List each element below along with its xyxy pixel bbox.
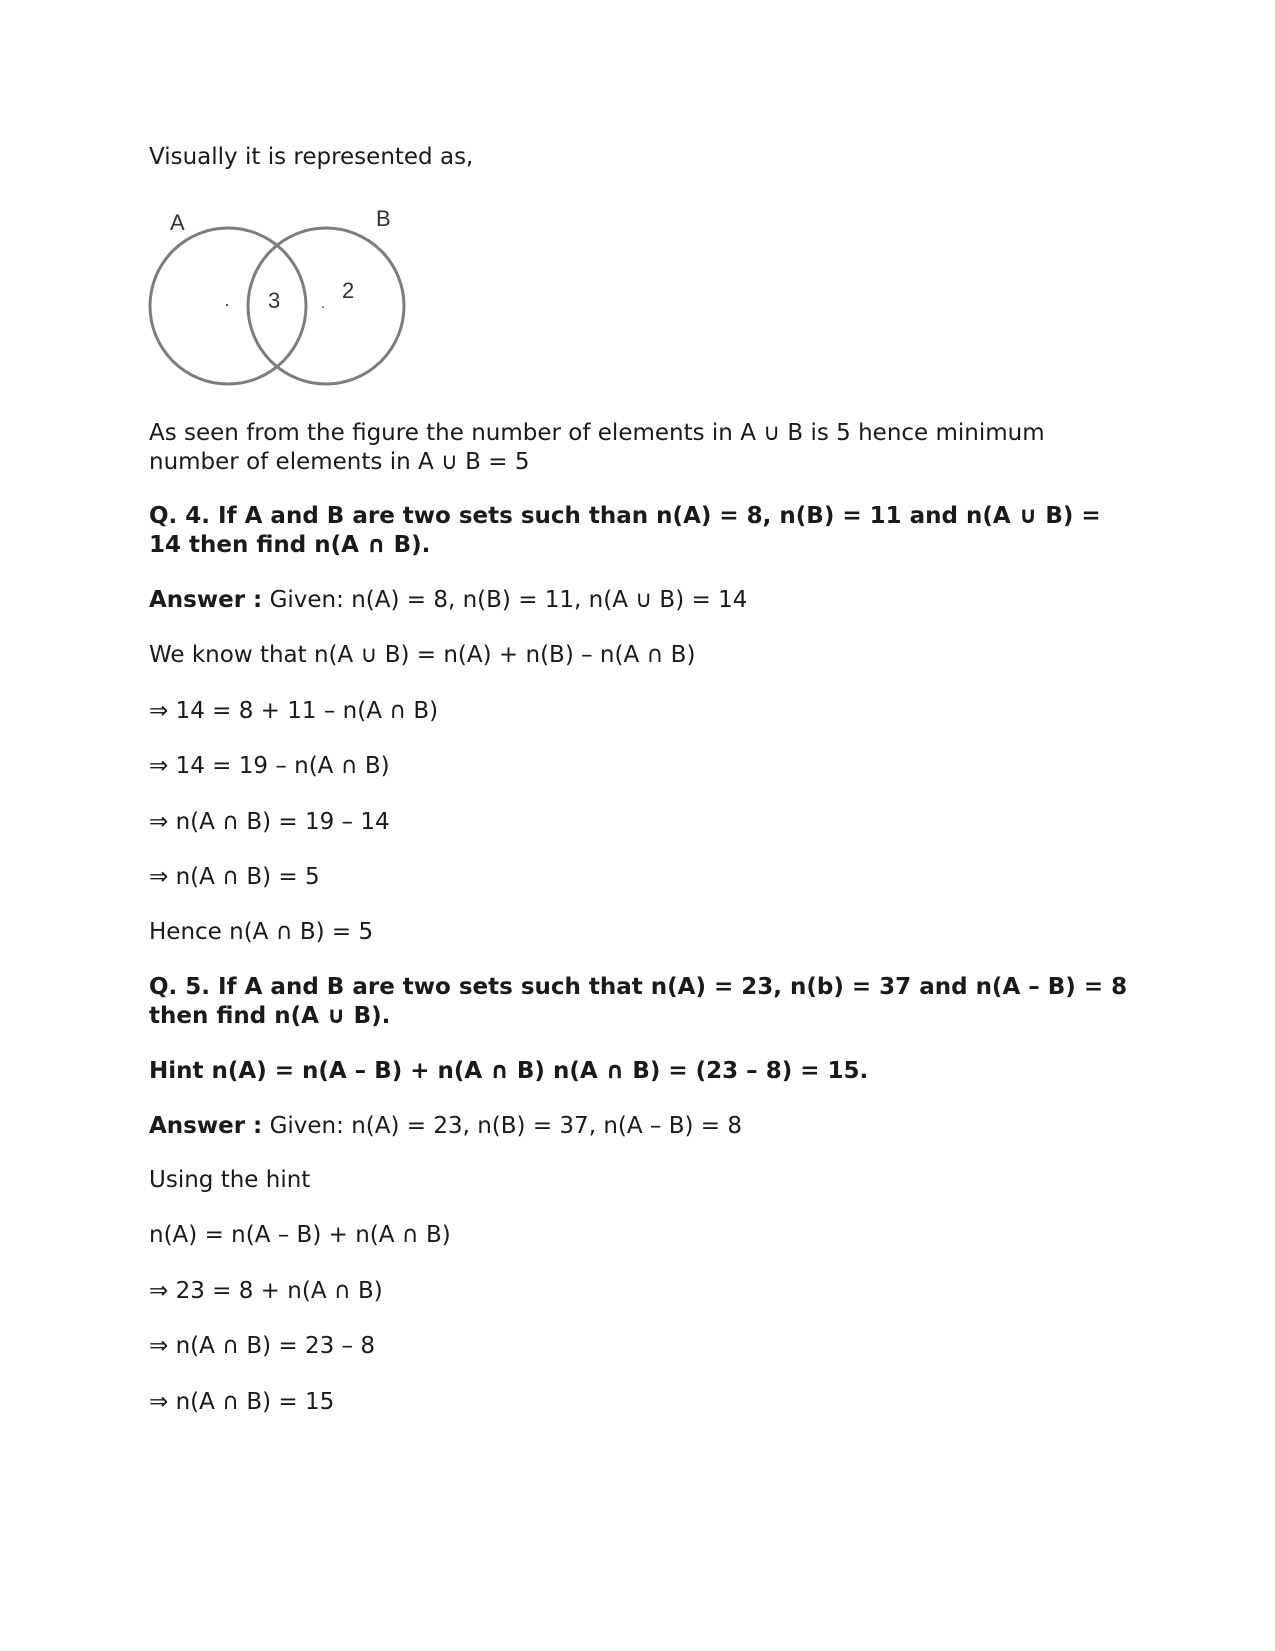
intersection-count: 3 — [268, 288, 281, 313]
q5-step-1: Using the hint — [149, 1167, 311, 1193]
q4-step-1: We know that n(A ∪ B) = n(A) + n(B) – n(A ∩ B) — [149, 642, 696, 668]
a-only-marker: · — [224, 294, 230, 314]
q5-step-3: ⇒ 23 = 8 + n(A ∩ B) — [149, 1278, 383, 1304]
intro-text: Visually it is represented as, — [149, 144, 474, 170]
q4-step-4: ⇒ n(A ∩ B) = 19 – 14 — [149, 809, 390, 835]
q5-answer-given: Given: n(A) = 23, n(B) = 37, n(A – B) = 8 — [262, 1113, 742, 1139]
q4-conclusion: Hence n(A ∩ B) = 5 — [149, 919, 374, 945]
label-a: A — [170, 210, 185, 235]
conclusion-text: As seen from the figure the number of elements in A ∪ B is 5 hence minimum number of elements in A ∪ B = 5 — [149, 420, 1045, 475]
q4-question: Q. 4. If A and B are two sets such than n(A) = 8, n(B) = 11 and n(A ∪ B) = 14 then find n(A ∩ B). — [149, 503, 1101, 558]
b-only-count: 2 — [342, 278, 355, 303]
q5-hint: Hint n(A) = n(A – B) + n(A ∩ B) n(A ∩ B) = (23 – 8) = 15. — [149, 1058, 869, 1084]
q4-answer-label: Answer : — [149, 587, 263, 613]
venn-diagram — [148, 210, 428, 410]
q4-step-3: ⇒ 14 = 19 – n(A ∩ B) — [149, 753, 390, 779]
q5-question: Q. 5. If A and B are two sets such that n(A) = 23, n(b) = 37 and n(A – B) = 8 then find n(A ∪ B). — [149, 974, 1128, 1029]
q5-step-2: n(A) = n(A – B) + n(A ∩ B) — [149, 1222, 451, 1248]
q4-step-2: ⇒ 14 = 8 + 11 – n(A ∩ B) — [149, 698, 439, 724]
b-only-marker: · — [320, 296, 326, 316]
q5-answer — [149, 1112, 742, 1141]
q5-answer-label: Answer : — [149, 1113, 263, 1139]
q4-answer — [149, 586, 747, 615]
q5-step-4: ⇒ n(A ∩ B) = 23 – 8 — [149, 1333, 375, 1359]
q5-step-5: ⇒ n(A ∩ B) = 15 — [149, 1389, 335, 1415]
q4-answer-given: Given: n(A) = 8, n(B) = 11, n(A ∪ B) = 14 — [262, 587, 748, 613]
q4-step-5: ⇒ n(A ∩ B) = 5 — [149, 864, 320, 890]
label-b: B — [376, 210, 391, 231]
